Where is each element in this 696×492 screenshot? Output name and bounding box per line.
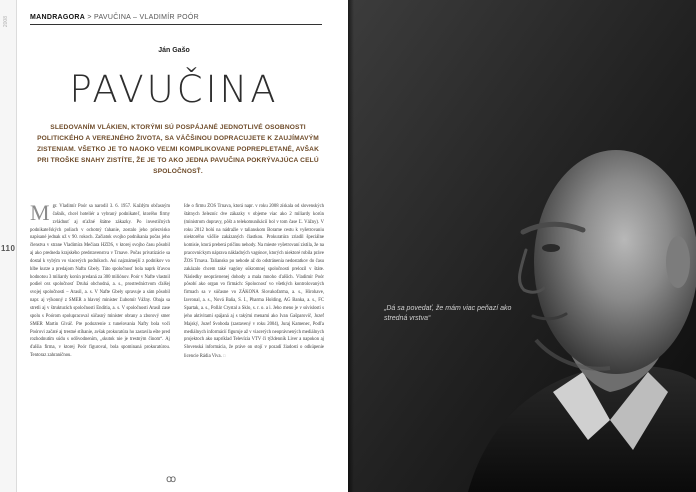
body-column-1 [30,203,170,469]
article-body [30,203,324,469]
portrait-illustration [348,0,696,492]
body-column-2 [184,203,324,469]
page-gutter-shadow [348,0,354,492]
column-2-text: Ide o firmu ŽOS Trnava, ktorá napr. v roku 2008 získala od slovenských štátnych železníc dve zákazky v objeme viac ako 2 miliardy korún (ministrom dopravy, pôšt a telekomunikácií bol v tom čase Ľ. Vážny). V roku 2012 bolú na nádražie v talianskom Borame cestu k vyšetrovaniu niektorého väčšie zakázaných čiastkou. Prokuratúra zriadil špeciálne komisie, ktorá preberá príčinu nehody. Na mieste vyšetrovaní zistila, že na pracovníckym náprava nákladných vagónov, ktorých niektoré robila práve ŽOS Trnava. Taliansko po nehode až do odstránenia nedostatkov do času zakázalo chcem také vagóny súkromnej spoločnosti prelozil v štáte. Následky neoprávnenej dohody a mala mnoho ďalších. Vladimír Poór pôsobí ako organ vo firmách: Spolocnosť vo všetkých kontrolovaných firmach sa v súčasne vo ZÁKONA Slovakofarma, a. s., Hirohave, Iavronal, a. s., Nová Baňa, S. I., Pharma Holding, AG Banka, a. s., FC Spartak, a. s., Pollár Crystal a Sklo, s. r. o. a i. Jeho meno je v súvislosti s jeho aktivitami spájaná aj s takými menami ako Ivan Gašparovič, Jozef Majský, Jozef Svoboda (zastavený v roku 2004), Juraj Kamenec, Podľa mediálnych informácií figuruje až v viacerých neoprávnených mediálnych projektoch ako napríklad Televízia VTV či týždenník Liver a napokon aj Slovenská informácia, že práve on stojí v pozadí žiadosti o odkúpenie licencie Rádia Viva. [184,204,324,360]
pull-quote: „Dá sa povedať, že mám viac peňazí ako stredná vrstva“ [384,305,512,322]
article-title: PAVUČINA [69,68,279,111]
portrait-photo [348,0,696,492]
magazine-brand: MANDRAGORA [30,14,86,21]
article-lead: SLEDOVANÍM VLÁKIEN, KTORÝMI SÚ POSPÁJANÉ JEDNOTLIVÉ OSOBNOSTI POLITICKÉHO A VEREJNÉHO ŽIVOTA, SA VÄČŠINOU DOPRACUJETE K ZAUJÍMAVÝM ZISTENIAM. VŠETKO JE TO NAOKO VEĽMI KOMPLIKOVANE POPREPLETANÉ, AVŠAK PRI TROŠKE SNAHY ZISTÍTE, ŽE JE TO AKO JEDNA PAVUČINA POKRÝVAJÚCA CELÚ SPOLOČNOSŤ. [36,124,320,175]
section-label: PAVUČINA – VLADIMÍR POÓR [94,14,199,21]
side-year: 2008 [3,16,9,28]
drop-cap: M [30,203,50,225]
end-mark: □ [222,353,226,359]
column-1-text: gr. Vladimír Poór sa narodil 3. 6. 1957. Každým občasným čašník, chcel hoteliér a vybraný podnikateľ, ktorého firmy zvládnuť aj sťažné štátne zákazky. Po investičných podnikateľských poliach v ochotný ťahanie, zostalo jeho priezvisko napísané jednak už v 90. rokoch. Začiatok svojho podnikania počas jeho členstva v strane Vladimíra Mečiara HZDS, v ktorej svojho času pôsobil aj ako predseda krajského predstavenstva v Trnave. Počas privatizácie sa dostal k vybým vo viacerých podnikoch. Asi najznámejší z podnikov vo hlbe kurze a predajom Naftu Gbely. Táto spoločnosť bola naprk šťavou hodnotou 3 miliardy korún predaná za 300 miliónov. Poór v Nafte vlastnil podiel cez spoločnosť Druhá obchodná, a. s., prostredníctvom ďalšej svojej spoločnosti – Arasil, a. s. V Nafte Gbely spravuje a sám pôsobil napr. aj výkonný z SMER a hlavný minister Ľubomír Vážny. Obaja sa stretli aj v štrukturách spoločnosti Enditia, a. s. V spoločnosti Arasil zase spolu s Poórom spolupracoval súčasný minister obrany a zborový smer SMER Martin Glváč. Pre podozrenie z tunelovania Nafty bola voči Poórovi začaté aj trestné stíhanie, avšak prokuratúra ho zastavila ešte pred rozhodnutím súdu s odôvodnením, „skutok nie je trestným činom“. Aj ďalšia firma, v ktorej Poór figuroval, bola spominaná prokuratúrou. Tentoraz zahraničnou. [30,204,170,359]
footer-ornament: ꝏ [166,474,177,485]
page-number: 110 [1,244,16,253]
breadcrumb-separator: > [85,14,94,21]
running-head [30,14,320,21]
header-rule [30,24,322,25]
author-byline: Ján Gašo [158,47,190,54]
